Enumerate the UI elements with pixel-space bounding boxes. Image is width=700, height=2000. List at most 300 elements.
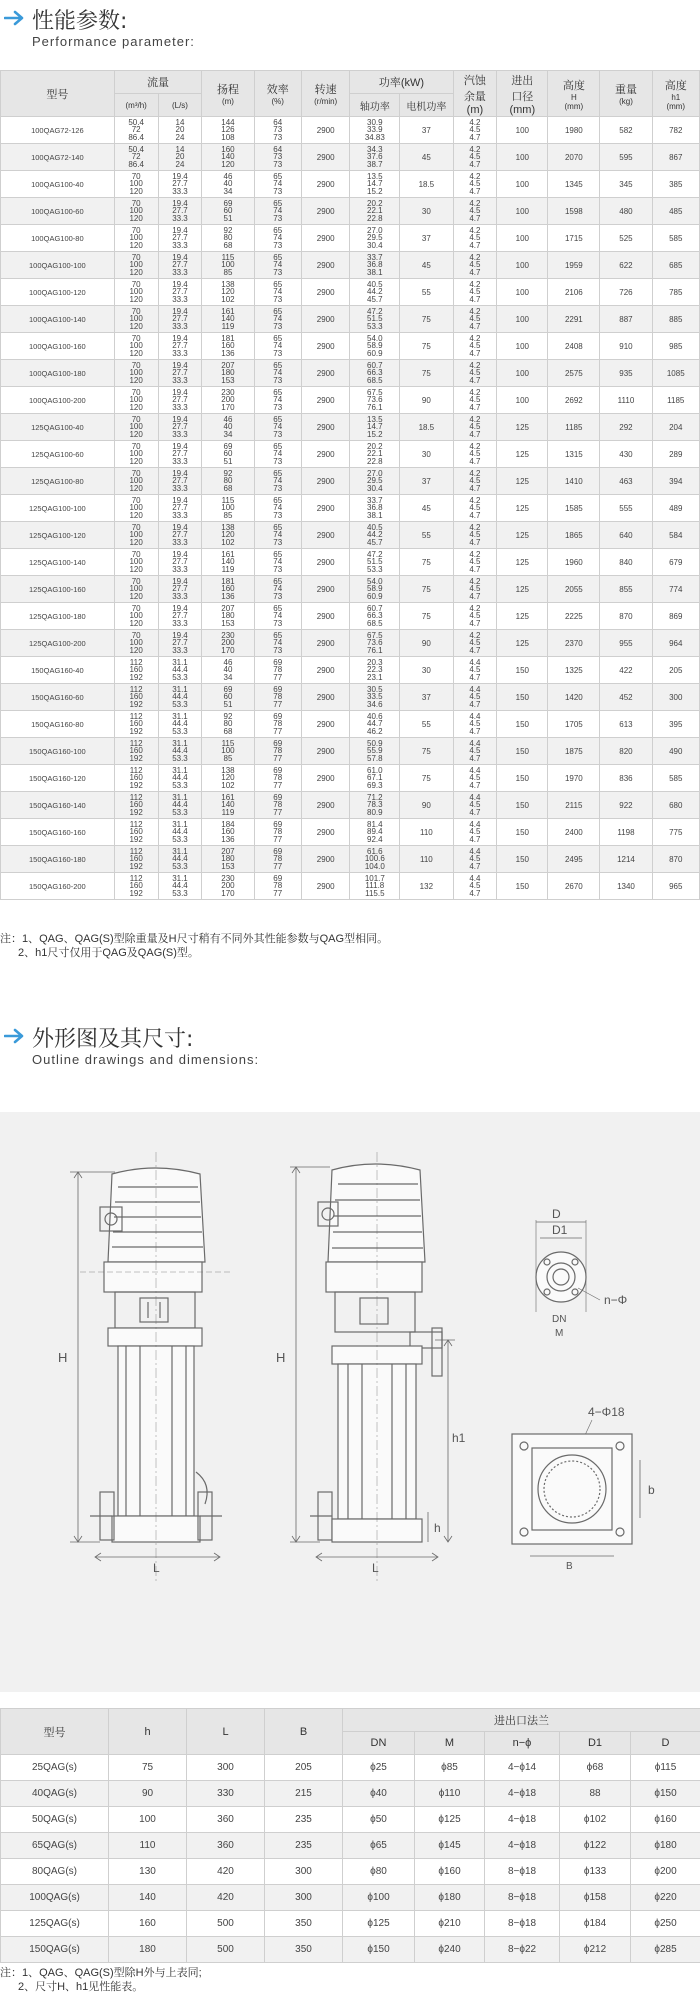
th-height-H: 高度 H (mm)	[548, 71, 600, 117]
cell-shaft-power-value: 67.5	[367, 630, 383, 640]
cell-speed: 2900	[301, 738, 350, 765]
cell-height-H: 2575	[548, 360, 600, 387]
cell-DN: ϕ100	[343, 1885, 415, 1911]
table-row	[1, 387, 700, 414]
cell-head	[202, 765, 254, 792]
cell-shaft-power-value: 37.6	[367, 152, 383, 162]
cell-model: 150QAG160-160	[1, 819, 115, 846]
cell-shaft-power-value: 81.4	[367, 819, 383, 829]
cell-weight: 622	[600, 252, 652, 279]
cell-shaft-power-value: 50.9	[367, 738, 383, 748]
cell-speed: 2900	[301, 792, 350, 819]
cell-npsh-value: 4.5	[469, 206, 481, 216]
cell-shaft-power-value: 73.6	[367, 638, 383, 648]
cell-shaft-power-value: 14.7	[367, 179, 383, 189]
cell-height-H: 2106	[548, 279, 600, 306]
cell-flow-m3h-value: 70	[131, 414, 141, 424]
cell-shaft-power-value: 69.3	[367, 780, 383, 790]
cell-motor-power: 75	[400, 306, 453, 333]
cell-model: 65QAG(s)	[1, 1833, 109, 1859]
dim-label-DN: DN	[552, 1314, 567, 1325]
cell-head-value: 40	[223, 179, 233, 189]
cell-efficiency	[254, 279, 301, 306]
cell-height-h1: 869	[652, 603, 699, 630]
table-row	[1, 765, 700, 792]
cell-shaft-power	[350, 549, 400, 576]
cell-flow-ls-value: 20	[175, 125, 185, 135]
cell-efficiency-value: 78	[273, 800, 283, 810]
cell-flow-m3h-value: 112	[129, 846, 143, 856]
cell-flow-m3h-value: 192	[129, 753, 143, 763]
cell-flow-m3h	[114, 765, 158, 792]
cell-head-value: 102	[221, 780, 235, 790]
cell-efficiency	[254, 117, 301, 144]
cell-flow-m3h	[114, 252, 158, 279]
cell-flow-m3h-value: 70	[131, 279, 141, 289]
cell-motor-power: 30	[400, 198, 453, 225]
cell-motor-power: 110	[400, 846, 453, 873]
cell-DN: ϕ40	[343, 1781, 415, 1807]
table-row	[1, 846, 700, 873]
cell-flow-m3h-value: 72	[131, 152, 141, 162]
performance-notes	[0, 932, 388, 960]
cell-shaft-power-value: 67.1	[367, 773, 383, 783]
cell-efficiency-value: 65	[273, 225, 283, 235]
cell-flow-m3h-value: 120	[129, 618, 143, 628]
cell-inlet: 125	[497, 414, 548, 441]
cell-L: 330	[187, 1781, 265, 1807]
th-motor-power: 电机功率	[400, 94, 453, 117]
cell-flow-m3h-value: 192	[129, 807, 143, 817]
dim-label-H: H	[276, 1350, 286, 1365]
cell-flow-ls-value: 19.4	[172, 603, 188, 613]
cell-flow-m3h	[114, 873, 158, 900]
cell-flow-m3h	[114, 792, 158, 819]
cell-flow-ls-value: 19.4	[172, 576, 188, 586]
cell-DN: ϕ25	[343, 1755, 415, 1781]
cell-head	[202, 144, 254, 171]
cell-head-value: 230	[221, 387, 235, 397]
dim-label-n-phi: n−Φ	[604, 1293, 628, 1307]
cell-npsh-value: 4.2	[469, 144, 481, 154]
cell-motor-power: 75	[400, 549, 453, 576]
cell-head-value: 184	[221, 819, 235, 829]
cell-motor-power: 75	[400, 333, 453, 360]
cell-npsh	[453, 144, 497, 171]
th-flow: 流量	[114, 71, 202, 94]
cell-efficiency-value: 78	[273, 773, 283, 783]
table-row	[1, 468, 700, 495]
cell-npsh-value: 4.7	[469, 726, 481, 736]
cell-height-h1: 289	[652, 441, 699, 468]
note-line: 2、尺寸H、h1见性能表。	[18, 1981, 144, 1993]
cell-motor-power: 55	[400, 711, 453, 738]
th-height-h1: 高度 h1 (mm)	[652, 71, 699, 117]
section-header-performance	[4, 4, 264, 54]
dim-label-h: h	[434, 1521, 441, 1535]
cell-model: 100QAG100-180	[1, 360, 115, 387]
cell-height-H: 1959	[548, 252, 600, 279]
cell-weight: 955	[600, 630, 652, 657]
cell-motor-power: 90	[400, 792, 453, 819]
cell-efficiency-value: 64	[273, 117, 283, 127]
cell-npsh-value: 4.5	[469, 719, 481, 729]
cell-flow-ls-value: 31.1	[172, 873, 188, 883]
cell-motor-power: 75	[400, 360, 453, 387]
cell-weight: 855	[600, 576, 652, 603]
th-efficiency: 效率 (%)	[254, 71, 301, 117]
cell-flow-m3h-value: 160	[129, 692, 143, 702]
cell-efficiency-value: 77	[273, 807, 283, 817]
cell-flow-m3h	[114, 360, 158, 387]
cell-efficiency	[254, 306, 301, 333]
cell-head	[202, 603, 254, 630]
cell-motor-power: 90	[400, 630, 453, 657]
cell-inlet: 125	[497, 522, 548, 549]
cell-model: 100QAG72-126	[1, 117, 115, 144]
cell-efficiency	[254, 657, 301, 684]
cell-weight: 595	[600, 144, 652, 171]
cell-npsh-value: 4.7	[469, 780, 481, 790]
cell-shaft-power	[350, 495, 400, 522]
cell-head-value: 136	[221, 348, 235, 358]
cell-model: 50QAG(s)	[1, 1807, 109, 1833]
th-head: 扬程 (m)	[202, 71, 254, 117]
cell-flow-ls	[158, 576, 202, 603]
cell-flow-ls	[158, 495, 202, 522]
cell-speed: 2900	[301, 306, 350, 333]
cell-h: 180	[109, 1937, 187, 1963]
cell-inlet: 150	[497, 738, 548, 765]
cell-motor-power: 90	[400, 387, 453, 414]
cell-shaft-power-value: 53.3	[367, 321, 383, 331]
cell-efficiency-value: 74	[273, 395, 283, 405]
cell-efficiency-value: 73	[273, 510, 283, 520]
cell-DN: ϕ65	[343, 1833, 415, 1859]
cell-flow-ls-value: 31.1	[172, 819, 188, 829]
cell-head-value: 200	[221, 395, 235, 405]
cell-shaft-power-value: 57.8	[367, 753, 383, 763]
cell-flow-ls-value: 19.4	[172, 549, 188, 559]
cell-efficiency	[254, 549, 301, 576]
section-title-zh: 外形图及其尺寸:	[32, 1027, 194, 1052]
cell-height-H: 1420	[548, 684, 600, 711]
cell-flow-m3h-value: 192	[129, 780, 143, 790]
cell-flow-m3h-value: 100	[129, 449, 143, 459]
cell-efficiency-value: 65	[273, 333, 283, 343]
cell-shaft-power-value: 51.5	[367, 314, 383, 324]
cell-flow-ls	[158, 549, 202, 576]
cell-shaft-power	[350, 765, 400, 792]
cell-flow-ls-value: 33.3	[172, 213, 188, 223]
cell-npsh	[453, 603, 497, 630]
cell-efficiency	[254, 711, 301, 738]
table-row	[1, 576, 700, 603]
cell-flow-ls-value: 53.3	[172, 672, 188, 682]
cell-head-value: 60	[223, 449, 233, 459]
cell-shaft-power	[350, 630, 400, 657]
cell-efficiency	[254, 819, 301, 846]
cell-shaft-power-value: 47.2	[367, 306, 383, 316]
cell-efficiency-value: 65	[273, 441, 283, 451]
cell-weight: 887	[600, 306, 652, 333]
cell-weight: 1110	[600, 387, 652, 414]
cell-efficiency-value: 77	[273, 699, 283, 709]
cell-efficiency-value: 73	[273, 375, 283, 385]
cell-efficiency	[254, 495, 301, 522]
cell-npsh-value: 4.5	[469, 341, 481, 351]
cell-efficiency	[254, 441, 301, 468]
cell-efficiency	[254, 873, 301, 900]
cell-h: 130	[109, 1859, 187, 1885]
cell-head-value: 60	[223, 692, 233, 702]
cell-weight: 1198	[600, 819, 652, 846]
cell-shaft-power-value: 22.1	[367, 206, 383, 216]
cell-flow-m3h	[114, 630, 158, 657]
cell-shaft-power-value: 46.2	[367, 726, 383, 736]
cell-head	[202, 711, 254, 738]
cell-efficiency-value: 65	[273, 468, 283, 478]
cell-flow-m3h	[114, 495, 158, 522]
cell-npsh-value: 4.7	[469, 240, 481, 250]
cell-efficiency-value: 65	[273, 576, 283, 586]
cell-head-value: 160	[221, 827, 235, 837]
cell-head-value: 144	[221, 117, 235, 127]
cell-efficiency	[254, 846, 301, 873]
cell-flow-ls-value: 33.3	[172, 510, 188, 520]
cell-flow-ls	[158, 873, 202, 900]
cell-n-phi: 8−ϕ18	[485, 1885, 560, 1911]
table-row	[1, 1755, 700, 1781]
cell-flow-ls-value: 44.4	[172, 692, 188, 702]
cell-flow-ls	[158, 738, 202, 765]
cell-model: 125QAG100-180	[1, 603, 115, 630]
cell-flow-ls-value: 53.3	[172, 861, 188, 871]
cell-head-value: 161	[221, 792, 235, 802]
note-line: 注：1、QAG、QAG(S)型除重量及H尺寸稍有不同外其性能参数与QAG型相同。	[0, 933, 389, 945]
cell-flow-ls-value: 27.7	[172, 368, 188, 378]
cell-model: 150QAG160-100	[1, 738, 115, 765]
cell-flow-m3h-value: 100	[129, 476, 143, 486]
cell-shaft-power-value: 68.5	[367, 375, 383, 385]
cell-flow-ls-value: 20	[175, 152, 185, 162]
cell-flow-m3h-value: 112	[129, 819, 143, 829]
table-row	[1, 144, 700, 171]
cell-efficiency-value: 65	[273, 549, 283, 559]
cell-shaft-power-value: 29.5	[367, 233, 383, 243]
cell-M: ϕ110	[415, 1781, 485, 1807]
arrow-right-icon	[4, 1028, 26, 1044]
cell-efficiency-value: 64	[273, 144, 283, 154]
cell-head-value: 100	[221, 503, 235, 513]
cell-npsh	[453, 549, 497, 576]
cell-shaft-power	[350, 846, 400, 873]
cell-efficiency-value: 77	[273, 726, 283, 736]
cell-height-H: 2070	[548, 144, 600, 171]
cell-inlet: 125	[497, 549, 548, 576]
cell-weight: 292	[600, 414, 652, 441]
cell-npsh	[453, 576, 497, 603]
table-row	[1, 1781, 700, 1807]
cell-shaft-power-value: 30.5	[367, 684, 383, 694]
cell-height-H: 2115	[548, 792, 600, 819]
cell-efficiency-value: 65	[273, 306, 283, 316]
cell-head-value: 140	[221, 557, 235, 567]
cell-head	[202, 225, 254, 252]
cell-npsh-value: 4.2	[469, 522, 481, 532]
cell-model: 40QAG(s)	[1, 1781, 109, 1807]
cell-flow-ls-value: 53.3	[172, 888, 188, 898]
table-row	[1, 333, 700, 360]
cell-efficiency-value: 74	[273, 206, 283, 216]
cell-head-value: 120	[221, 773, 235, 783]
cell-npsh	[453, 873, 497, 900]
cell-flow-ls-value: 33.3	[172, 375, 188, 385]
cell-flow-m3h-value: 50.4	[128, 117, 144, 127]
table-row	[1, 279, 700, 306]
cell-model: 125QAG(s)	[1, 1911, 109, 1937]
cell-shaft-power	[350, 819, 400, 846]
cell-flow-m3h-value: 100	[129, 638, 143, 648]
cell-head-value: 200	[221, 881, 235, 891]
cell-height-h1: 584	[652, 522, 699, 549]
cell-flow-ls-value: 19.4	[172, 441, 188, 451]
table-row	[1, 819, 700, 846]
cell-head-value: 140	[221, 800, 235, 810]
cell-flow-ls-value: 27.7	[172, 314, 188, 324]
dim-label-b: b	[648, 1483, 655, 1497]
cell-flow-ls	[158, 279, 202, 306]
table-row	[1, 630, 700, 657]
cell-efficiency-value: 73	[273, 267, 283, 277]
cell-head	[202, 279, 254, 306]
cell-flow-ls-value: 33.3	[172, 537, 188, 547]
cell-head-value: 69	[223, 198, 233, 208]
dim-label-D: D	[552, 1207, 561, 1221]
cell-head	[202, 414, 254, 441]
cell-npsh-value: 4.5	[469, 611, 481, 621]
cell-speed: 2900	[301, 495, 350, 522]
cell-flow-ls	[158, 117, 202, 144]
cell-model: 150QAG160-120	[1, 765, 115, 792]
cell-shaft-power-value: 20.2	[367, 441, 383, 451]
cell-head-value: 34	[223, 186, 233, 196]
dimension-notes	[0, 1966, 202, 1994]
cell-head-value: 51	[223, 699, 233, 709]
th-npsh: 汽蚀 余量 (m)	[453, 71, 497, 117]
cell-npsh	[453, 630, 497, 657]
cell-npsh-value: 4.5	[469, 395, 481, 405]
cell-inlet: 150	[497, 846, 548, 873]
cell-flow-m3h-value: 70	[131, 630, 141, 640]
cell-height-H: 1315	[548, 441, 600, 468]
cell-motor-power: 55	[400, 279, 453, 306]
cell-height-H: 1185	[548, 414, 600, 441]
cell-head	[202, 441, 254, 468]
cell-weight: 1340	[600, 873, 652, 900]
cell-npsh-value: 4.2	[469, 198, 481, 208]
cell-L: 500	[187, 1937, 265, 1963]
note-line: 2、h1尺寸仅用于QAG及QAG(S)型。	[18, 947, 199, 959]
cell-flow-m3h-value: 120	[129, 564, 143, 574]
cell-npsh-value: 4.4	[469, 792, 481, 802]
cell-head-value: 138	[221, 522, 235, 532]
cell-npsh-value: 4.2	[469, 306, 481, 316]
cell-height-h1: 585	[652, 765, 699, 792]
cell-npsh	[453, 360, 497, 387]
cell-B: 215	[265, 1781, 343, 1807]
cell-efficiency-value: 73	[273, 402, 283, 412]
cell-motor-power: 45	[400, 144, 453, 171]
cell-flow-ls	[158, 846, 202, 873]
cell-n-phi: 8−ϕ22	[485, 1937, 560, 1963]
cell-flow-m3h-value: 100	[129, 260, 143, 270]
cell-shaft-power	[350, 792, 400, 819]
cell-flow-m3h-value: 100	[129, 287, 143, 297]
cell-D1: 88	[560, 1781, 631, 1807]
cell-height-h1: 870	[652, 846, 699, 873]
cell-height-h1: 205	[652, 657, 699, 684]
cell-flow-ls-value: 53.3	[172, 780, 188, 790]
cell-flow-ls-value: 27.7	[172, 341, 188, 351]
cell-head-value: 170	[221, 402, 235, 412]
cell-efficiency-value: 74	[273, 422, 283, 432]
cell-weight: 922	[600, 792, 652, 819]
cell-shaft-power-value: 60.7	[367, 603, 383, 613]
cell-speed: 2900	[301, 414, 350, 441]
table-row	[1, 738, 700, 765]
cell-efficiency	[254, 144, 301, 171]
cell-flow-m3h	[114, 738, 158, 765]
dim-label-H: H	[58, 1350, 68, 1365]
cell-efficiency-value: 77	[273, 861, 283, 871]
cell-npsh-value: 4.2	[469, 576, 481, 586]
cell-efficiency-value: 73	[273, 348, 283, 358]
cell-head-value: 80	[223, 719, 233, 729]
cell-shaft-power-value: 66.3	[367, 368, 383, 378]
cell-shaft-power-value: 71.2	[367, 792, 383, 802]
cell-model: 100QAG100-40	[1, 171, 115, 198]
cell-npsh-value: 4.7	[469, 564, 481, 574]
table-row	[1, 711, 700, 738]
cell-head-value: 102	[221, 537, 235, 547]
cell-motor-power: 18.5	[400, 414, 453, 441]
cell-flow-m3h-value: 100	[129, 368, 143, 378]
cell-efficiency-value: 65	[273, 603, 283, 613]
cell-shaft-power-value: 44.2	[367, 530, 383, 540]
cell-efficiency-value: 69	[273, 711, 283, 721]
table-row	[1, 225, 700, 252]
cell-efficiency-value: 69	[273, 819, 283, 829]
cell-efficiency-value: 73	[273, 618, 283, 628]
cell-head	[202, 306, 254, 333]
cell-speed: 2900	[301, 198, 350, 225]
cell-shaft-power-value: 55.9	[367, 746, 383, 756]
cell-motor-power: 75	[400, 738, 453, 765]
cell-height-H: 1705	[548, 711, 600, 738]
th-n-phi: n−ϕ	[485, 1732, 560, 1755]
cell-npsh	[453, 846, 497, 873]
cell-height-h1: 985	[652, 333, 699, 360]
cell-flow-ls-value: 53.3	[172, 753, 188, 763]
cell-efficiency-value: 74	[273, 260, 283, 270]
cell-flow-ls	[158, 441, 202, 468]
cell-head-value: 68	[223, 726, 233, 736]
cell-D1: ϕ133	[560, 1859, 631, 1885]
cell-efficiency	[254, 333, 301, 360]
cell-npsh-value: 4.7	[469, 186, 481, 196]
cell-head	[202, 495, 254, 522]
